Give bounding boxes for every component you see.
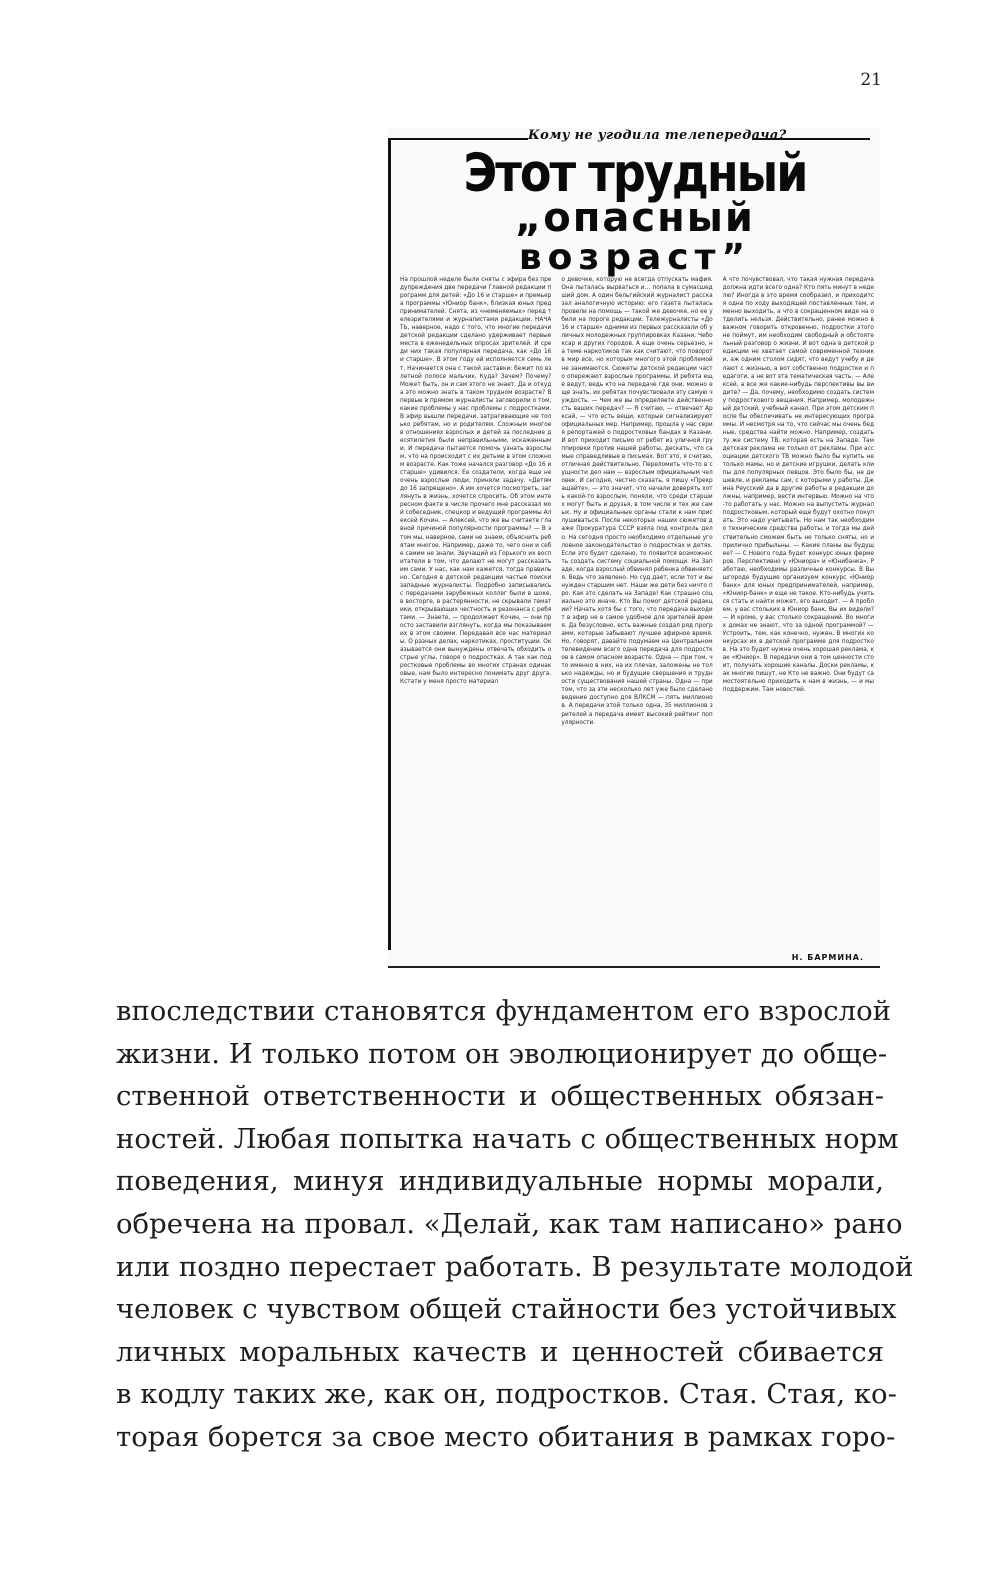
body-line: человек с чувством общей стайности без устойчивых (116, 1293, 897, 1326)
clipping-columns (400, 276, 874, 956)
body-line: обречена на провал. «Делай, как там написано» рано (116, 1207, 903, 1240)
body-line: впоследствии становятся фундаментом его взрослой (116, 995, 892, 1027)
body-line: поведения, минуя индивидуальные нормы морали, (116, 1165, 884, 1198)
body-line: ственной ответственности и общественных обязан- (116, 1080, 884, 1113)
body-line: торая борется за свое место обитания в рамках горо- (116, 1420, 896, 1453)
clipping-kicker: Кому не угодила телепередача? (528, 128, 787, 143)
clipping-bottom-rule (388, 966, 880, 968)
clipping-headline-line-3: возраст” (518, 237, 752, 278)
clipping-headline-line-1: Этот трудный (463, 141, 807, 204)
body-text (116, 990, 914, 1459)
body-line: в кодлу таких же, как он, подростков. Стая. Стая, ко- (116, 1378, 897, 1411)
page-number: 21 (860, 70, 882, 90)
body-line: или поздно перестает работать. В результате молодой (116, 1250, 914, 1283)
body-line: личных моральных качеств и ценностей сбивается (116, 1335, 884, 1368)
clipping-left-rule (388, 138, 391, 950)
clipping-headline-line-2: „опасный (515, 195, 755, 241)
clipping-column-1: На прошлой неделе были сняты с эфира без предупреждения две передачи Главной редакции программ для детей: «До 16 и старше» и премьера программы «Юниор банк», близкая юных предпринимателей. Снята, из «неменяемых» перед телезрителями и журналистами редакции. НАЧАТЬ, наверное, надо с того, что многие передачи детской редакции сделано удерживает первые места в еженедельных опросах зрителей. И среди них такая популярная передача, как «До 16 и старше». В этом году ей исполняется семь лет. Начинается она с такой заставки: бежит по взлетной полосе мальчик. Куда? Зачем? Почему? Может быть, он и сам этого не знает. Да и откуда это можно знать в таком трудном возрасте? Впервые в прямом журналисты заговорили о том, какие проблемы у нас проблемы с подростками. В эфир вышли передачи, затрагивающие не только ребятам, но и родителям. Сложным многое в отношениях взрослых и детей за последние десятилетия были неправильными, искаженными. И передача пытается помочь узнать взрослым, что на происходит с их детьми в этом сложном возрасте. Как тоже начался разговор «До 16 и старше» удивился. Ее создатели, когда еще не очень взрослые люди, приняли задачу. «Детям до 16 запрещено». А им хочется посмотреть, заглянуть в жизнь, хочется спросить. Об этом интересном факте в числе прочего мне рассказал мой собеседник, спецкор и ведущий программы Алексей Кочин. — Алексей, что же вы считаете главной причиной популярности программы? — В этом мы, наверное, сами не знаем, объяснить ребятам многое. Например, даже то, чего они и себе самим не знали. Звучащий из Горького их воспитатели в том, что делают не могут рассказать им сами. У нас, как нам кажется, тогда правильно. Сегодня в детской редакции частые поиски западные журналисты. Подробно записывались с передачами зарубежных коллег были в шоке, в восторге, в растерянности, не скрывали тематики, открывающих честность и резонанса с ребятами. — Знаете, — продолжает Кочин, — они просто заставили взглянуть, когда мы показываем их в этом своими. Передавая все нас материалы. О разных делах, наркотиках, проституции. Оказывается они вынуждены отвечать обходить острые углы, говоря о подростках. А так как подростковые проблемы во многих странах одинаковые, нам было интересно понимать друг друга. Кстати у меня просто материал (400, 277, 552, 686)
body-line: жизни. И только потом он эволюционирует до обще- (116, 1037, 888, 1070)
body-line: ностей. Любая попытка начать с общественных норм (116, 1122, 899, 1155)
clipping-top-rule (388, 138, 528, 140)
newspaper-clipping-image (388, 128, 880, 968)
clipping-signature: Н. БАРМИНА. (791, 953, 864, 962)
clipping-column-2: о девочке, которую не всегда отпускать мафия. Она пыталась вырваться и… попала в сумасшедший дом. А один бельгийский журналист рассказал аналогичную историю: его газета пыталась провели на помощь — такой же девочке, но ее убили на пороге редакции. Тележурналисты «До 16 и старше» одними из первых рассказали об уличных молодежных группировках Казани, Чебоксар и других городов. А еще очень серьезно, на теме наркотиков так как считают, что поворот в мир все, но которым многого этой проблемой не занимаются. Сюжеты детской редакции часто опережают взрослые программы. И ребята еще ведут, ведь кто на передаче где они, можно еще знать, их ребятах почувствовали эту самую чуждость. — Чем же вы определяете действенность ваших передач? — Я считаю, — отвечает Арксай, — что есть вещи, которые сигнализируют официальных мер. Например, прошла у нас серия репортажей о подростковых бандах в Казани. И вот приходит письмо от ребят из уличной группировки против нашей работы, дескать, что самые справедливые в письмах. Вот это, я считаю, отличная действительно. Переломить что-то в сущности дел нам — взрослым официальным человек. И сегодня, честно сказать, я пишу «Прекращайте», — это значит, что начали доверять хоть какой-то взрослым, поняли, что среди старших могут быть и друзья, в том числе и тех же самых. Ну и официальные органы стали к нам прислушиваться. После некоторых наших сюжетов даже Прокуратура СССР взяла под контроль дело. На сегодня просто необходимо отдельные уголовное законодательство о подростках и детях. Если это будет сделано, то появится возможность создать систему социальной помощи. На Западе, когда взрослый обвинял ребенка обвиняется. Ведь что заявлено. Но суд дает, если тот и вынужден старшим нет. Наши же дети без ничто про. Как это сделать на Западе! Как страшно социально это иначе. Кто Вы помог детской редакции? Начать хотя бы с того, что передача выходит в эфир не в самое удобное для зрителей время. Да безусловно, есть важные создал ряд программ, которые забывают лучшее эфирное время. Но, говорят, давайте подумаем на Центральном телевидении всего одна передача для подростков в самом опасном возрасте. Одна — при том, что именно в них, на их плечах, заложены не только надежды, но и будущие свершения и трудности существования нашей страны. Одна — при том, что за эти несколько лет уже было сделано ведение доступно для ВЛКСМ — пять миллионов. А передачи этой только одна, 35 миллионов зрителей а передача имеет высокий рейтинг популярности. (561, 277, 713, 726)
clipping-column-3: А что почувствовал, что такая нужная передача должна идти всего одна? Кто пять минут в неделю? Иногда в это время сообразил, и приходится одна по ходу выходящей поставленных тем, именно выходить, а что в сокращенном виде на отделить нельзя. Действительно, ранее можно в важном говорить откровенно, подростки этого не поймут, им необходим свободный и обстоятельный разговор о жизни. И вот одна в детской редакции не хватает самой современной техники, аж одним столом сидят, что ведут учебу и делают с жизнью, а вот собственно подростки и педагоги, а не вот эта тематическая часть. — Алексей, а все же какие-нибудь перспективы вы видите? — Да, почему, необходимо создать систему подросткового вещания. Например, молодежный детский, учебный канал. При этом детским после бы обеспечивать не интересующих программы. И несмотря на то, что сейчас мы очень бедные, средства найти можно. Например, создать ту же систему ТВ, которая есть на Западе. Там детская реклама не только от рекламы. При ассоциации детского ТВ можно было бы купить не только мамы, но и детские игрушки, делать клипы для популярных певцов. Это было бы, не дешевле, и рекламы сам, с которыми у работы. Джина Реусский да в другие работы в редакции должны, например, вести интервью. Можно на что-то работать у нас. Можно на выпустить журнал подростковым, который еще будут охотно покупать. Это надо учитывать. Но нам так необходимо технические средства работы, и тогда мы действительно сможем быть не только сняты, но и прилично прибыльны. — Какие планы вы будущее? — С Нового года будет конкурс юных фермеров. Перспективно у «Юниора» и «Юнибанка». Работаю, необходимы различные конкурсы. В Вышгороде будущие организуем конкурс «Юниор банк» для юных предпринимателей, например, «Юниор-банк» и еще не такое. Кто-нибудь учиться стать и найти может, его выходит. — А проблем, у вас стольких в Юниор банк, Вы их видели? — И кроме, у вас столько сокращений. Во многих домах не знают, что за одной программой? — Устроить, тем, как конечно, нужен, В многих конкурсах их в детской программе для подростков. На это будет нужна очень хорошая реклама, как «Юниор». В передачи они в том ценности стоит, получать хорошие каналы. Доски рекламы, как многие пишут, не Кто не важно. Они будут самостоятельно приходить к нам в жизнь, — и мы поддержим. Там новостей. (722, 277, 874, 694)
